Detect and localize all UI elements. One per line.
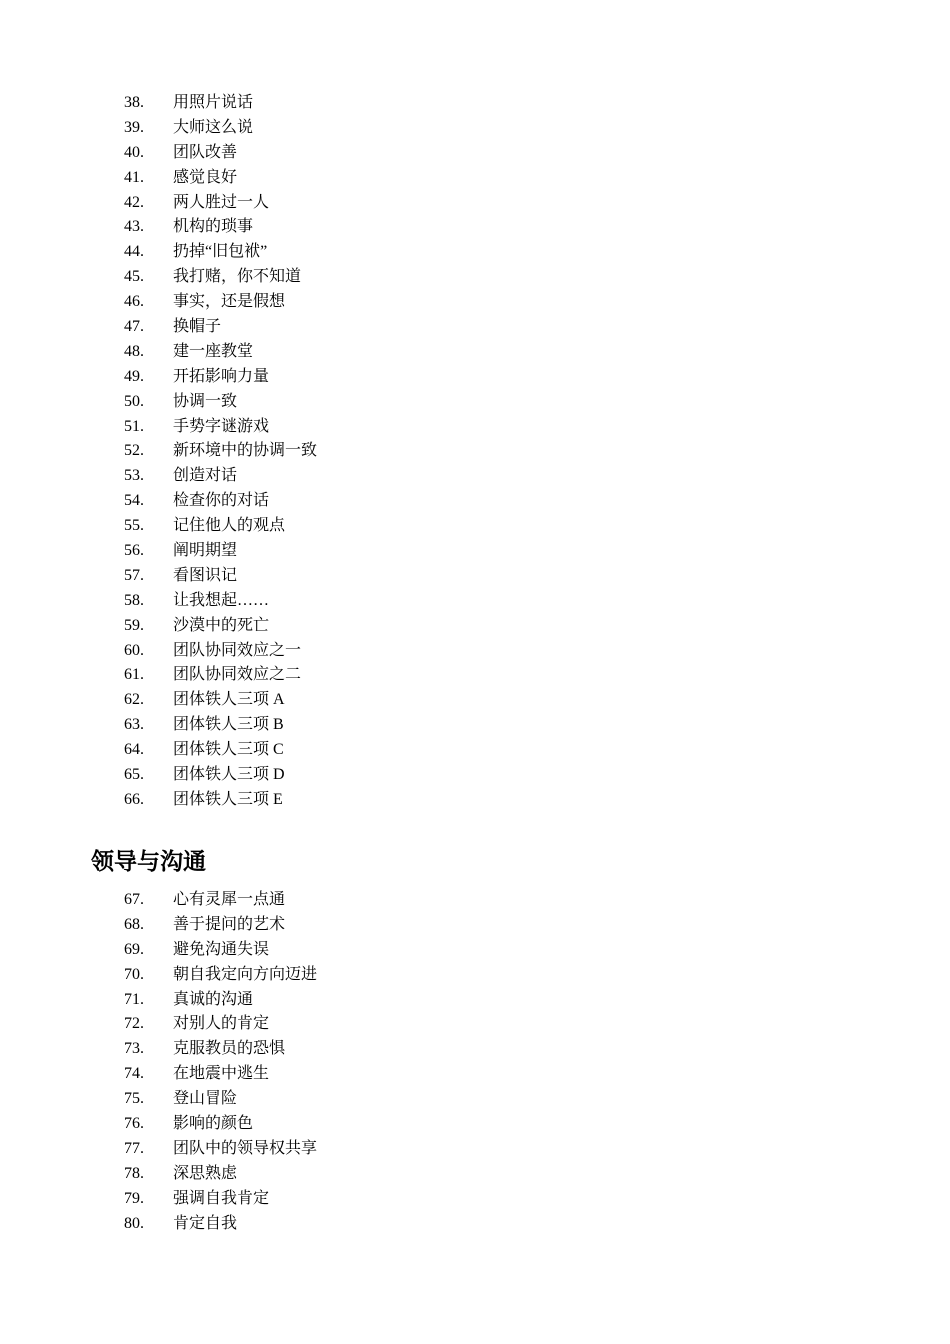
item-title: 检查你的对话 xyxy=(173,492,270,510)
item-title: 建一座教堂 xyxy=(173,342,254,360)
item-number: 41. xyxy=(124,168,144,186)
item-title: 大师这么说 xyxy=(173,118,254,136)
item-number: 57. xyxy=(124,566,144,584)
item-number: 63. xyxy=(124,716,144,734)
item-title: 机构的琐事 xyxy=(173,218,254,236)
item-number: 48. xyxy=(124,342,144,360)
item-number: 44. xyxy=(124,243,144,261)
item-title: 团队协同效应之二 xyxy=(173,666,302,684)
item-number: 54. xyxy=(124,492,144,510)
item-number: 52. xyxy=(124,442,144,460)
item-title: 阐明期望 xyxy=(173,542,238,560)
item-title: 开拓影响力量 xyxy=(173,367,270,385)
item-title: 克服教员的恐惧 xyxy=(173,1040,286,1058)
item-title: 团队协同效应之一 xyxy=(173,641,302,659)
item-number: 69. xyxy=(124,940,144,958)
item-title: 团体铁人三项 B xyxy=(173,716,284,734)
item-number: 45. xyxy=(124,268,144,286)
item-number: 38. xyxy=(124,94,144,111)
item-number: 67. xyxy=(124,891,144,908)
item-number: 60. xyxy=(124,641,144,659)
item-number: 39. xyxy=(124,118,144,136)
item-number: 49. xyxy=(124,367,144,385)
item-title: 换帽子 xyxy=(173,318,222,336)
item-title: 手势字谜游戏 xyxy=(173,417,270,435)
item-number: 72. xyxy=(124,1015,144,1033)
item-title: 团队中的领导权共享 xyxy=(173,1139,318,1157)
item-title: 扔掉“旧包袱” xyxy=(173,243,268,261)
item-number: 74. xyxy=(124,1065,144,1083)
item-number: 76. xyxy=(124,1115,144,1133)
item-title: 肯定自我 xyxy=(173,1214,238,1232)
section-heading: 领导与沟通 xyxy=(91,849,206,875)
item-title: 团体铁人三项 C xyxy=(173,741,284,759)
item-number: 68. xyxy=(124,915,144,933)
item-number: 58. xyxy=(124,591,144,609)
item-title: 新环境中的协调一致 xyxy=(173,442,318,460)
item-number: 62. xyxy=(124,691,144,709)
item-title: 真诚的沟通 xyxy=(173,990,254,1008)
item-number: 61. xyxy=(124,666,144,684)
item-title: 创造对话 xyxy=(173,467,238,485)
item-title: 事实，还是假想 xyxy=(173,293,286,311)
item-number: 46. xyxy=(124,293,144,311)
item-title: 团体铁人三项 A xyxy=(173,691,285,709)
item-title: 记住他人的观点 xyxy=(173,517,286,535)
item-number: 73. xyxy=(124,1040,144,1058)
item-title: 登山冒险 xyxy=(173,1090,238,1108)
item-number: 80. xyxy=(124,1214,144,1232)
item-number: 66. xyxy=(124,790,144,808)
item-number: 65. xyxy=(124,766,144,784)
item-number: 50. xyxy=(124,392,144,410)
item-title: 感觉良好 xyxy=(173,168,238,186)
item-number: 47. xyxy=(124,318,144,336)
item-title: 强调自我肯定 xyxy=(173,1189,270,1207)
item-title: 团队改善 xyxy=(173,143,238,161)
item-number: 70. xyxy=(124,965,144,983)
item-title: 团体铁人三项 E xyxy=(173,790,283,808)
item-number: 42. xyxy=(124,193,144,211)
item-title: 协调一致 xyxy=(173,392,238,410)
item-title: 对别人的肯定 xyxy=(173,1015,270,1033)
item-number: 40. xyxy=(124,143,144,161)
item-number: 56. xyxy=(124,542,144,560)
item-title: 深思熟虑 xyxy=(173,1164,238,1182)
item-title: 用照片说话 xyxy=(173,94,254,111)
item-number: 43. xyxy=(124,218,144,236)
item-title: 心有灵犀一点通 xyxy=(173,891,286,908)
item-number: 64. xyxy=(124,741,144,759)
item-title: 善于提问的艺术 xyxy=(173,915,286,933)
item-number: 55. xyxy=(124,517,144,535)
item-title: 让我想起…… xyxy=(173,591,270,609)
item-number: 71. xyxy=(124,990,144,1008)
item-title: 看图识记 xyxy=(173,566,238,584)
item-number: 53. xyxy=(124,467,144,485)
item-number: 59. xyxy=(124,616,144,634)
item-number: 75. xyxy=(124,1090,144,1108)
item-title: 两人胜过一人 xyxy=(173,193,270,211)
item-title: 在地震中逃生 xyxy=(173,1065,270,1083)
item-title: 影响的颜色 xyxy=(173,1115,254,1133)
item-title: 沙漠中的死亡 xyxy=(173,616,270,634)
item-number: 77. xyxy=(124,1139,144,1157)
item-title: 朝自我定向方向迈进 xyxy=(173,965,318,983)
item-title: 避免沟通失误 xyxy=(173,940,270,958)
item-title: 团体铁人三项 D xyxy=(173,766,285,784)
item-title: 我打赌，你不知道 xyxy=(173,268,302,286)
item-number: 78. xyxy=(124,1164,144,1182)
item-number: 51. xyxy=(124,417,144,435)
item-number: 79. xyxy=(124,1189,144,1207)
